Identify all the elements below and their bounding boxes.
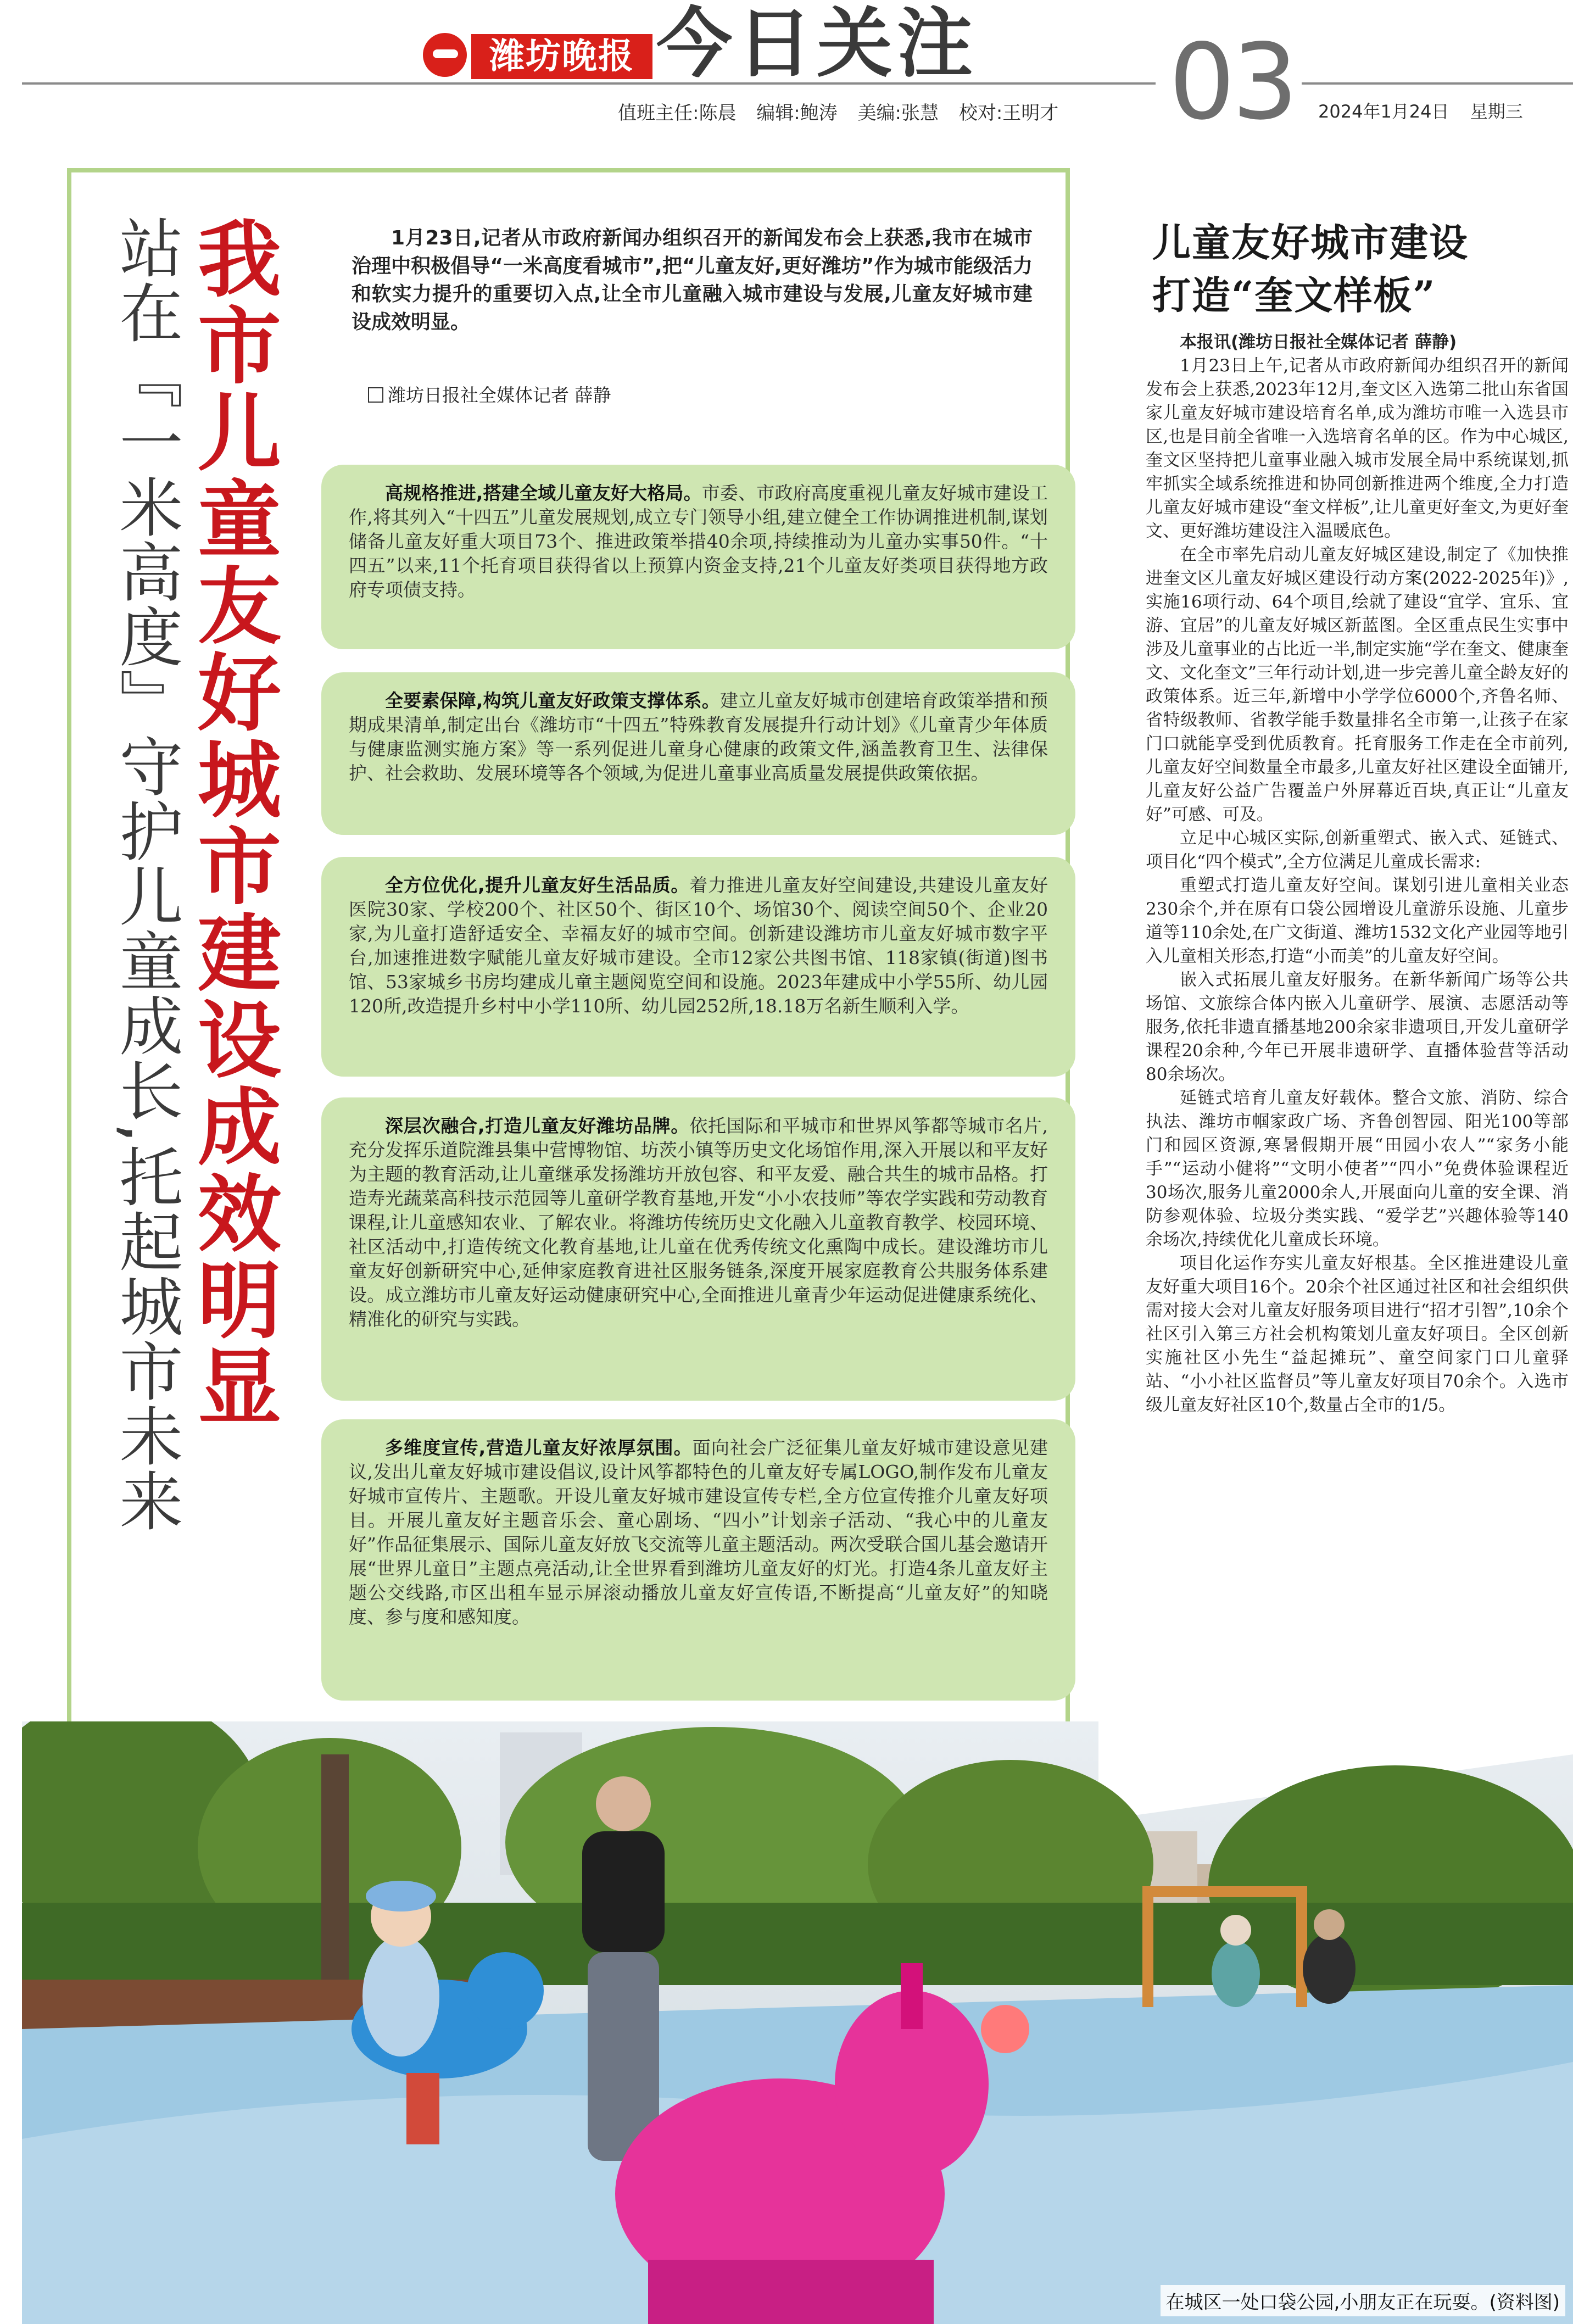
section-heading: 多维度宣传,营造儿童友好浓厚氛围。	[385, 1437, 693, 1458]
weekday-text: 星期三	[1470, 101, 1523, 122]
section-text: 依托国际和平城市和世界风筝都等城市名片,充分发挥乐道院潍县集中营博物馆、坊茨小镇等历史文化场馆作用,深入开展以和平友好为主题的教育活动,让儿童继承发扬潍坊开放包容、和平友爱、融合共生的城市品格。打造寿光蔬菜高科技示范园等儿童研学教育基地,开发“小小农技师”等农学实践和劳动教育课程,让儿童感知农业、了解农业。将潍坊传统历史文化融入儿童教育教学、校园环境、社区活动中,打造传统文化教育基地,让儿童在优秀传统文化熏陶中成长。建设潍坊市儿童友好创新研究中心,延伸家庭教育进社区服务链条,深度开展家庭教育公共服务体系建设。成立潍坊市儿童友好运动健康研究中心,全面推进儿童青少年运动促进健康系统化、精准化的研究与实践。	[349, 1115, 1048, 1330]
paragraph: 重塑式打造儿童友好空间。谋划引进儿童相关业态230余个,并在原有口袋公园增设儿童游乐设施、儿童步道等110余处,在广文街道、潍坊1532文化产业园等地引入儿童相关形态,打造“小而美”的儿童友好空间。	[1146, 876, 1569, 966]
paper-name: 潍坊晚报	[471, 34, 652, 79]
section-panel-2	[321, 672, 1075, 835]
paragraph: 延链式培育儿童友好载体。整合文旅、消防、综合执法、潍坊市帼家政广场、齐鲁创智园、阳光100等部门和园区资源,寒暑假期开展“田园小农人”“家务小能手”“运动小健将”“文明小使者”“四小”免费体验课程近30场次,服务儿童2000余人,开展面向儿童的安全课、消防参观体验、垃圾分类实践、“爱学艺”兴趣体验等140余场次,持续优化儿童成长环境。	[1146, 1088, 1569, 1250]
paper-logo-icon	[423, 33, 467, 77]
section-text: 着力推进儿童友好空间建设,共建设儿童友好医院30家、学校200个、社区50个、街区10个、场馆30个、阅读空间50个、企业20家,为儿童打造舒适安全、幸福友好的城市空间。创新建设潍坊市儿童友好城市数字平台,加速推进数字赋能儿童友好城市建设。全市12家公共图书馆、118家镇(街道)图书馆、53家城乡书房均建成儿童主题阅览空间和设施。2023年建成中小学55所、幼儿园120所,改造提升乡村中小学110所、幼儿园252所,18.18万名新生顺利入学。	[349, 874, 1048, 1017]
credit-art-editor: 美编:张慧	[857, 102, 939, 124]
date-text: 2024年1月24日	[1318, 101, 1449, 122]
section-text: 面向社会广泛征集儿童友好城市建设意见建议,发出儿童友好城市建设倡议,设计风筝都特色的儿童友好专属LOGO,制作发布儿童友好城市宣传片、主题歌。开设儿童友好城市建设宣传专栏,全方位宣传推介儿童友好项目。开展儿童友好主题音乐会、童心剧场、“四小”计划亲子活动、“我心中的儿童友好”作品征集展示、国际儿童友好放飞交流等儿童主题活动。两次受联合国儿基会邀请开展“世界儿童日”主题点亮活动,让全世界看到潍坊儿童友好的灯光。打造4条儿童友好主题公交线路,市区出租车显示屏滚动播放儿童友好宣传语,不断提高“儿童友好”的知晓度、参与度和感知度。	[349, 1437, 1048, 1628]
paragraph: 立足中心城区实际,创新重塑式、嵌入式、延链式、项目化“四个模式”,全方位满足儿童成长需求:	[1146, 828, 1569, 872]
byline-text: 潍坊日报社全媒体记者 薛静	[388, 384, 611, 406]
issue-date	[1318, 98, 1538, 123]
paragraph: 项目化运作夯实儿童友好根基。全区推进建设儿童友好重大项目16个。20余个社区通过社区和社会组织供需对接大会对儿童友好服务项目进行“招才引智”,10余个社区引入第三方社会机构策划儿童友好项目。全区创新实施社区小先生“益起摊玩”、童空间家门口儿童驿站、“小小社区监督员”等儿童友好项目70余个。入选市级儿童友好社区10个,数量占全市的1/5。	[1146, 1253, 1569, 1415]
masthead-rule-right	[1302, 82, 1573, 85]
section-heading: 全方位优化,提升儿童友好生活品质。	[385, 874, 690, 896]
left-article-byline	[368, 381, 611, 407]
section-heading: 深层次融合,打造儿童友好潍坊品牌。	[385, 1115, 690, 1136]
editorial-credits	[618, 98, 1073, 125]
section-panel-3	[321, 857, 1075, 1077]
right-article-title-line2: 打造“奎文样板”	[1152, 272, 1436, 318]
left-article-lead: 1月23日,记者从市政府新闻办组织召开的新闻发布会上获悉,我市在城市治理中积极倡导“一米高度看城市”,把“儿童友好,更好潍坊”作为城市能级活力和软实力提升的重要切入点,让全市儿童融入城市建设与发展,儿童友好城市建设成效明显。	[352, 227, 1033, 333]
photo-caption: 在城区一处口袋公园,小朋友正在玩耍。(资料图)	[1161, 2285, 1565, 2316]
park-photo	[22, 1721, 1573, 2324]
masthead-rule-left	[22, 82, 1156, 85]
right-article-body	[1146, 331, 1569, 1417]
page-number: 03	[1169, 21, 1295, 143]
section-text: 市委、市政府高度重视儿童友好城市建设工作,将其列入“十四五”儿童发展规划,成立专门领导小组,建立健全工作协调推进机制,谋划储备儿童友好重大项目73个、推进政策举措40余项,持续推动为儿童办实事50件。“十四五”以来,11个托育项目获得省以上预算内资金支持,21个儿童友好类项目获得地方政府专项债支持。	[349, 482, 1048, 600]
right-article-byline: 本报讯(潍坊日报社全媒体记者 薛静)	[1180, 332, 1457, 352]
paragraph: 嵌入式拓展儿童友好服务。在新华新闻广场等公共场馆、文旅综合体内嵌入儿童研学、展演、志愿活动等服务,依托非遗直播基地200余家非遗项目,开发儿童研学课程20余种,今年已开展非遗研学、直播体验营等活动80余场次。	[1146, 970, 1569, 1084]
section-heading: 全要素保障,构筑儿童友好政策支撑体系。	[385, 690, 720, 711]
credit-duty-chief: 值班主任:陈晨	[618, 102, 737, 124]
park-photo-illustration	[22, 1721, 1573, 2324]
right-article-title-line1: 儿童友好城市建设	[1152, 220, 1469, 265]
paragraph: 1月23日上午,记者从市政府新闻办组织召开的新闻发布会上获悉,2023年12月,奎文区入选第二批山东省国家儿童友好城市建设培育名单,成为潍坊市唯一入选县市区,也是目前全省唯一入选培育名单的区。作为中心城区,奎文区坚持把儿童事业融入城市发展全局中系统谋划,抓牢抓实全域系统推进和协同创新推进两个维度,全力打造儿童友好城市建设“奎文样板”,让儿童更好奎文,为更好奎文、更好潍坊建设注入温暖底色。	[1146, 356, 1569, 541]
left-article-title: 我市儿童友好城市建设成效明显	[184, 215, 281, 1430]
section-text: 建立儿童友好城市创建培育政策举措和预期成果清单,制定出台《潍坊市“十四五”特殊教育发展提升行动计划》《儿童青少年体质与健康监测实施方案》等一系列促进儿童身心健康的政策文件,涵盖教育卫生、法律保护、社会救助、发展环境等各个领域,为促进儿童事业高质量发展提供政策依据。	[349, 690, 1048, 784]
section-panel-5	[321, 1419, 1075, 1701]
left-article-subtitle: 站在『一米高度』守护儿童成长,托起城市未来	[109, 215, 183, 1533]
section-heading: 高规格推进,搭建全域儿童友好大格局。	[385, 482, 702, 504]
section-title: 今日关注	[656, 0, 978, 88]
section-panel-4	[321, 1097, 1075, 1401]
paragraph: 在全市率先启动儿童友好城区建设,制定了《加快推进奎文区儿童友好城区建设行动方案(2022-2025年)》,实施16项行动、64个项目,绘就了建设“宜学、宜乐、宜游、宜居”的儿童友好城区新蓝图。全区重点民生实事中涉及儿童事业的占比近一半,制定实施“学在奎文、健康奎文、文化奎文”三年行动计划,进一步完善儿童全龄友好的政策体系。近三年,新增中小学学位6000个,齐鲁名师、省特级教师、省教学能手数量排名全市第一,让孩子在家门口就能享受到优质教育。托育服务工作走在全市前列,儿童友好空间数量全市最多,儿童友好社区建设全面铺开,儿童友好公益广告覆盖户外屏幕近百块,真正让“儿童友好”可感、可及。	[1146, 545, 1569, 824]
byline-box-icon	[368, 387, 383, 403]
credit-proofreader: 校对:王明才	[958, 102, 1059, 124]
section-panel-1	[321, 465, 1075, 649]
credit-editor: 编辑:鲍涛	[756, 102, 838, 124]
